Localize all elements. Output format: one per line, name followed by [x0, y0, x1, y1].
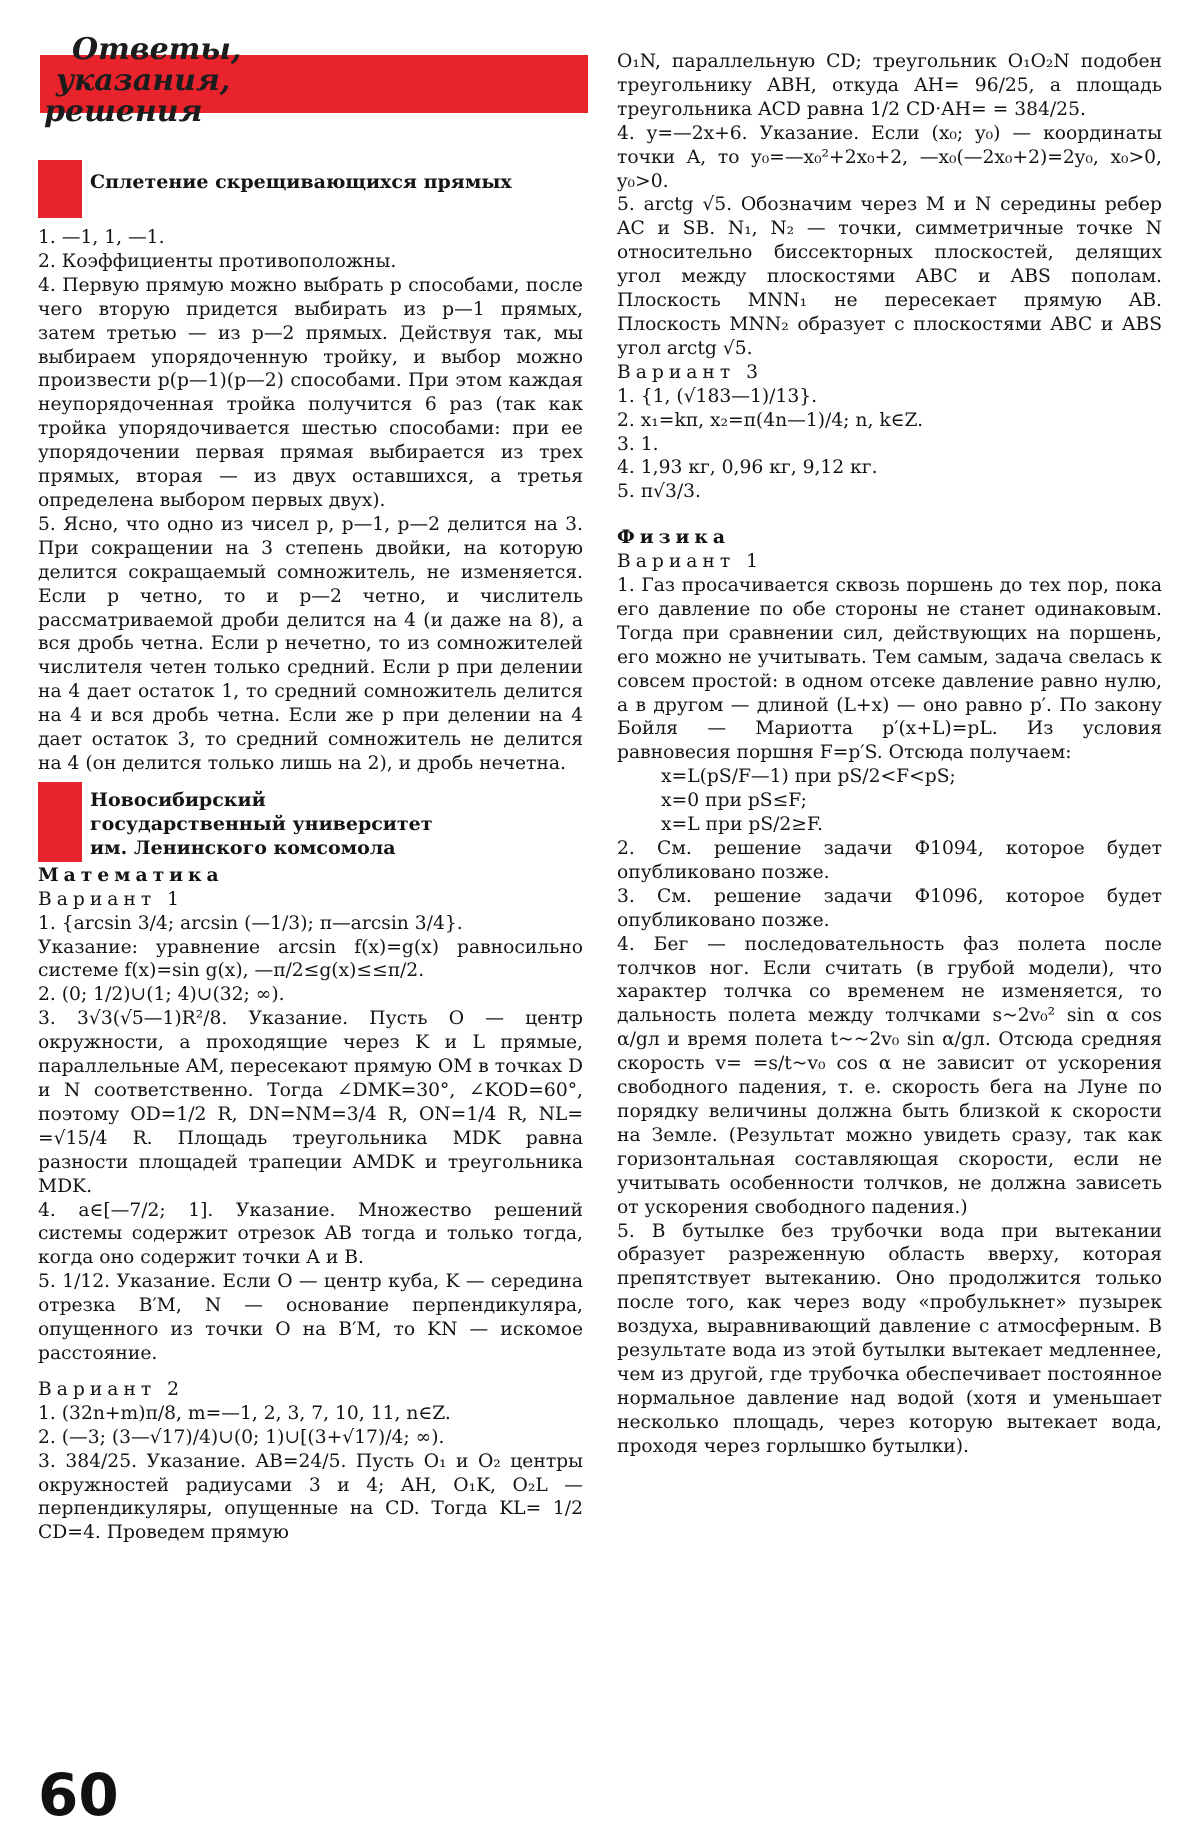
answer-paragraph: 5. В бутылке без трубочки вода при вытекании образует разреженную область вверху, которая препятствует вытеканию. Оно продолжится только после того, как через воду «пробулькнет» пузырек воздуха, выравнивающий давление с атмосферным. В результате вода из этой бутылки вытекает медленнее, чем из другой, где трубочка обеспечивает постоянное нормальное давление над водой (хотя и уменьшает несколько площадь, через которую вытекает вода, проходя через горлышко бутылки). — [617, 1220, 1162, 1457]
answer-paragraph: 1. Газ просачивается сквозь поршень до тех пор, пока его давление по обе стороны не станет одинаковым. Тогда при сравнении сил, действующих на поршень, его можно не учитывать. Тем самым, задача свелась к совсем простой: в одном отсеке давление равно нулю, а в другом — длиной (L+x) — оно равно p′. По закону Бойля — Мариотта p′(x+L)=pL. Из условия равновесия поршня F=p′S. Отсюда получаем: — [617, 575, 1162, 764]
answer-paragraph: 2. (—3; (3—√17)/4)∪(0; 1)∪[(3+√17)/4; ∞). — [38, 1426, 445, 1448]
variant-heading: Вариант 2 — [38, 1378, 185, 1400]
answer-paragraph: 4. Первую прямую можно выбрать p способами, после чего вторую придется выбирать из p—1 прямых, затем третью — из p—2 прямых. Действуя так, мы выбираем упорядоченную тройку, и выбор можно произвести p(p—1)(p—2) способами. При этом каждая неупорядоченная тройка получится 6 раз (так как тройка упорядочивается шестью способами: при ее упорядочении первая прямая выбирается из трех прямых, вторая — из двух оставшихся, а третья определена выбором первых двух). — [38, 274, 583, 511]
answer-paragraph: 5. 1/12. Указание. Если O — центр куба, K — середина отрезка B′M, N — основание перпендикуляра, опущенного из точки O на B′M, то KN — искомое расстояние. — [38, 1271, 583, 1364]
answer-paragraph: 4. y=—2x+6. Указание. Если (x₀; y₀) — координаты точки A, то y₀=—x₀²+2x₀+2, —x₀(—2x₀+2)=2y₀, x₀>0, y₀>0. — [617, 122, 1162, 192]
answer-line: 4. 1,93 кг, 0,96 кг, 9,12 кг. — [617, 457, 878, 479]
answer-paragraph: 3. 3√3(√5—1)R²/8. Указание. Пусть O — центр окружности, а проходящие через K и L прямые, параллельные AM, пересекают прямую OM в точках D и N соответственно. Тогда ∠DMK=30°, ∠KOD=60°, поэтому OD=1/2 R, DN=NM=3/4 R, ON=1/4 R, NL= =√15/4 R. Площадь треугольника MDK равна разности площадей трапеции AMDK и треугольника MDK. — [38, 1008, 583, 1197]
answer-paragraph: 3. См. решение задачи Ф1096, которое будет опубликовано позже. — [617, 885, 1162, 931]
red-marker — [38, 160, 82, 218]
answer-paragraph: 5. arctg √5. Обозначим через M и N середины ребер AC и SB. N₁, N₂ — точки, симметричные точке N относительно биссекторных плоскостей, делящих угол между плоскостями ABC и ABS пополам. Плоскость MNN₁ не пересекает прямую AB. Плоскость MNN₂ образует с плоскостями ABC и ABS угол arctg √5. — [617, 194, 1162, 359]
page-number: 60 — [38, 1761, 119, 1829]
section-title-line: государственный университет — [90, 812, 433, 835]
answer-paragraph: 5. Ясно, что одно из чисел p, p—1, p—2 делится на 3. При сокращении на 3 степень двойки, на которую делится сокращаемый сомножитель, не изменяется. Если p четно, то и p—2 четно, и числитель рассматриваемой дроби делится на 4 (и даже на 8), а вся дробь четна. Если p нечетно, то из сомножителей числителя четен только средний. Если p при делении на 4 дает остаток 1, то средний сомножитель делится на 4 и вся дробь четна. Если же p при делении на 4 дает остаток 3, то средний сомножитель не делится на 4 (он делится только лишь на 2), и дробь нечетна. — [38, 513, 583, 774]
section-title-line: Новосибирский — [90, 788, 266, 811]
answer-line: 1. {1, (√183—1)/13}. — [617, 385, 818, 407]
answer-paragraph: 2. (0; 1/2)∪(1; 4)∪(32; ∞). — [38, 984, 285, 1006]
subject-heading: Математика — [38, 863, 224, 886]
section-logo — [44, 34, 254, 134]
logo-line: Ответы, — [72, 32, 242, 67]
answer-paragraph: 4. Бег — последовательность фаз полета после толчков ног. Если считать (в грубой модели), что характер толчка со временем не изменяется, то дальность полета между толчками s~2v₀² sin α cos α/gл и время полета t~~2v₀ sin α/gл. Отсюда средняя скорость v= =s/t~v₀ cos α не зависит от ускорения свободного падения, т. е. скорость бега на Луне по порядку величины должна быть близкой к скорости на Земле. (Результат можно увидеть сразу, так как горизонтальная составляющая скорости, если не учитывать особенности толчков, не должна зависеть от ускорения свободного падения.) — [617, 933, 1162, 1218]
subject-heading: Физика — [617, 526, 730, 549]
section-title: Сплетение скрещивающихся прямых — [90, 171, 512, 193]
answer-paragraph: Указание: уравнение arcsin f(x)=g(x) равносильно системе f(x)=sin g(x), —π/2≤g(x)≤≤π/2. — [38, 936, 583, 982]
red-marker — [38, 782, 82, 862]
logo-line: решения — [44, 94, 203, 129]
answer-paragraph: 3. 384/25. Указание. AB=24/5. Пусть O₁ и O₂ центры окружностей радиусами 3 и 4; AH, O₁K, O₂L — перпендикуляры, опущенные на CD. Тогда KL= 1/2 CD=4. Проведем прямую — [38, 1450, 583, 1544]
section-title-line: им. Ленинского комсомола — [90, 836, 396, 859]
answer-line: 3. 1. — [617, 433, 659, 455]
formula-line: x=0 при pS≤F; — [661, 790, 807, 812]
variant-heading: Вариант 1 — [617, 551, 764, 573]
section-heading-crossing-lines — [38, 160, 583, 222]
formula-block — [617, 765, 1162, 837]
answer-paragraph: O₁N, параллельную CD; треугольник O₁O₂N подобен треугольнику ABH, откуда AH= 96/25, а площадь треугольника ACD равна 1/2 CD·AH= = 384/25. — [617, 51, 1162, 120]
formula-line: x=L(pS/F—1) при pS/2<F<pS; — [661, 766, 956, 788]
right-column — [617, 50, 1162, 1459]
variant-heading: Вариант 1 — [38, 888, 185, 910]
left-column — [38, 160, 583, 1545]
answer-line: 5. π√3/3. — [617, 481, 701, 503]
logo-line: указания, — [56, 63, 231, 98]
answer-paragraph: 2. Коэффициенты противоположны. — [38, 250, 397, 272]
answer-paragraph: 4. a∈[—7/2; 1]. Указание. Множество решений системы содержит отрезок AB тогда и только тогда, когда оно содержит точки A и B. — [38, 1199, 583, 1269]
answer-paragraph: 1. —1, 1, —1. — [38, 227, 165, 248]
answer-line: 2. x₁=kπ, x₂=π(4n—1)/4; n, k∈Z. — [617, 409, 924, 431]
formula-line: x=L при pS/2≥F. — [661, 814, 823, 836]
answer-paragraph: 2. См. решение задачи Ф1094, которое будет опубликовано позже. — [617, 838, 1162, 883]
answer-paragraph: 1. (32n+m)π/8, m=—1, 2, 3, 7, 10, 11, n∈Z. — [38, 1402, 451, 1424]
section-heading-nsu — [38, 782, 583, 860]
variant-heading: Вариант 3 — [617, 361, 764, 383]
answer-paragraph: 1. {arcsin 3/4; arcsin (—1/3); π—arcsin 3/4}. — [38, 912, 463, 934]
